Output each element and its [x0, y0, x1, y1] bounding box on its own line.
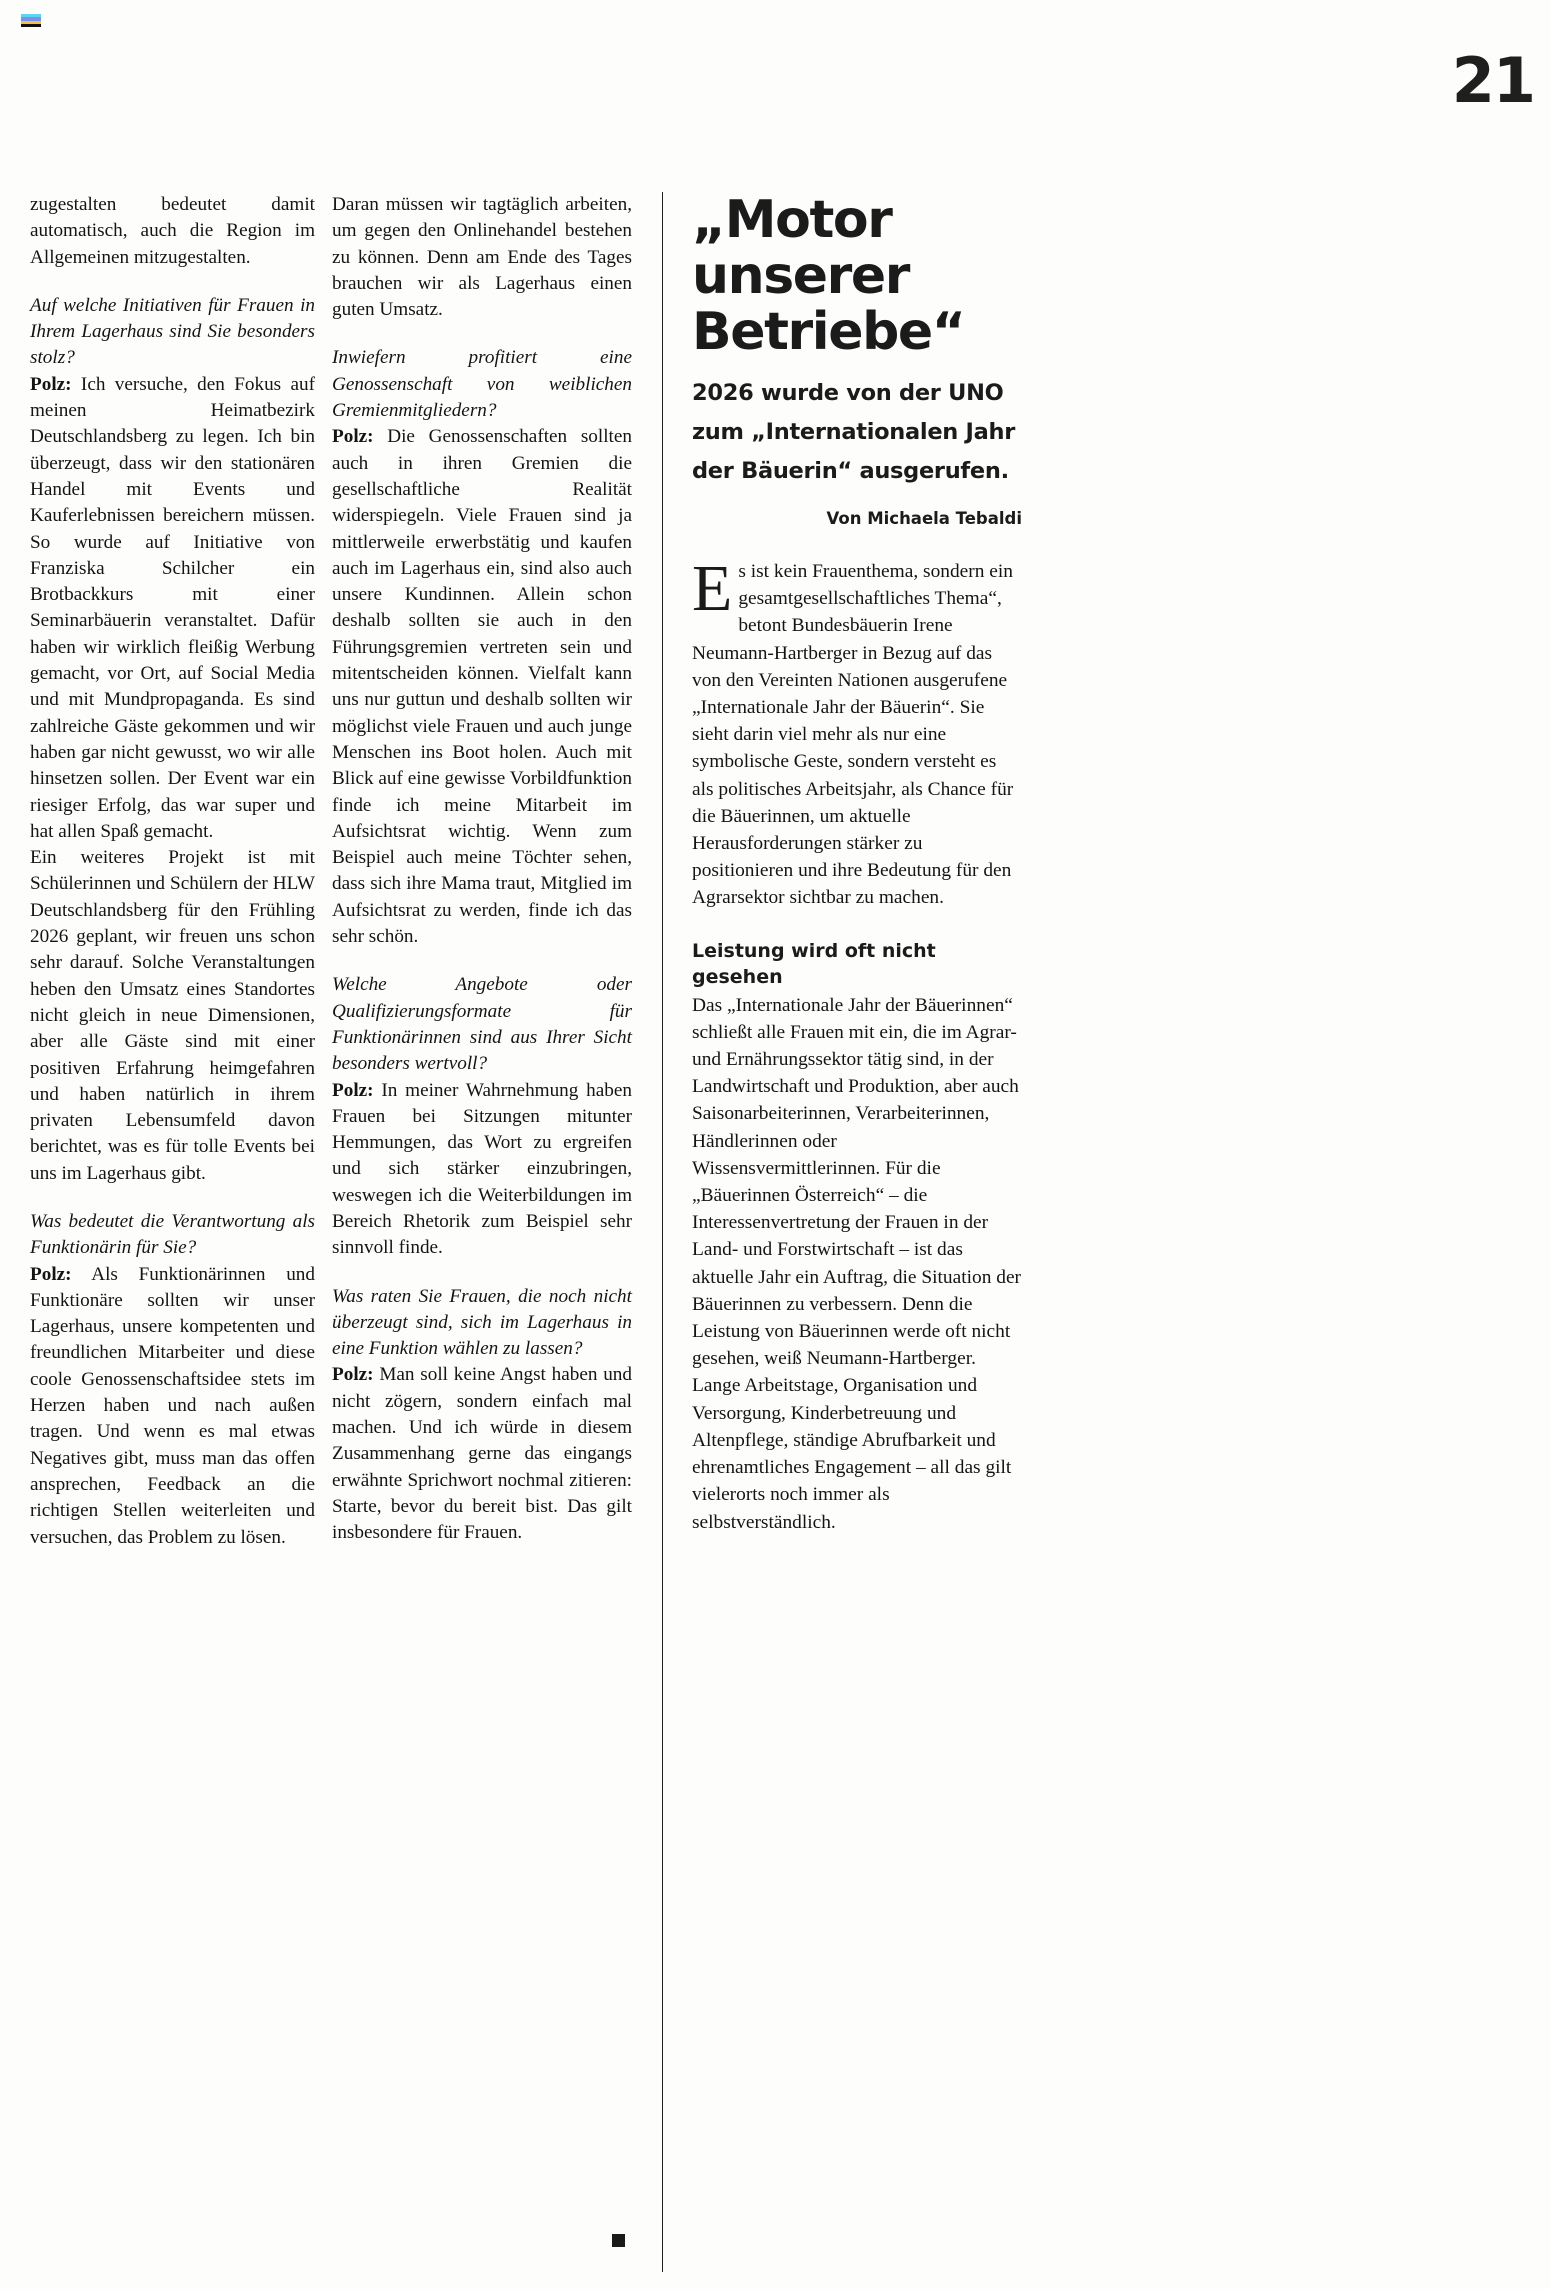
paragraph-continued: Daran müssen wir tagtäglich arbeiten, um gegen den Onlinehandel bestehen zu können. Denn am Ende des Tages brauchen wir als Lagerhaus einen guten Umsatz. [332, 194, 632, 321]
feature-byline: Von Michaela Tebaldi [826, 509, 1022, 528]
interview-question: Auf welche Initiativen für Frauen in Ihrem Lagerhaus sind Sie besonders stolz? [30, 294, 315, 369]
interview-column-2 [332, 192, 632, 1547]
interview-question: Inwiefern profitiert eine Genossenschaft von weiblichen Gremienmitgliedern? [332, 347, 632, 422]
feature-body-paragraph: Das „Internationale Jahr der Bäuerinnen“ schließt alle Frauen mit ein, die im Agrar- und Ernährungssektor tätig sind, in der Landwirtschaft und Produktion, aber auch Saisonarbeiterinnen, Verarbeiterinnen, Händlerinnen oder Wissensvermittlerinnen. Für die „Bäuerinnen Österreich“ – die Interessenvertretung der Frauen in der Land- und Forstwirtschaft – ist das aktuelle Jahr ein Auftrag, die Situation der Bäuerinnen zu verbessern. Denn die Leistung von Bäuerinnen werde oft nicht gesehen, weiß Neumann-Hartberger. Lange Arbeitstage, Organisation und Versorgung, Kinderbetreuung und Altenpflege, ständige Abrufbarkeit und ehrenamtliches Engagement – all das gilt vielerorts noch immer als selbstverständlich. [692, 994, 1022, 1533]
answer-text: Die Genossenschaften sollten auch in ihren Gremien die gesellschaftliche Realität widerspiegeln. Viele Frauen sind ja mittlerweile erwerbstätig und kaufen auch im Lagerhaus ein, sind also auch unsere Kundinnen. Allein schon deshalb sollten sie auch in den Führungsgremien vertreten sein und mitentscheiden können. Vielfalt kann uns nur guttun und deshalb sollten wir möglichst viele Frauen und auch junge Menschen ins Boot holen. Auch mit Blick auf eine gewisse Vorbildfunktion finde ich meine Mitarbeit im Aufsichtsrat wichtig. Wenn zum Beispiel auch meine Töchter sehen, dass sich ihre Mama traut, Mitglied im Aufsichtsrat zu werden, finde ich das sehr schön. [332, 426, 632, 948]
page-number: 21 [1451, 44, 1534, 117]
interview-column-1 [30, 192, 315, 1551]
feature-article [692, 192, 1022, 1536]
speaker-label: Polz: [332, 426, 374, 448]
feature-subheading: Leistung wird oft nicht gesehen [692, 939, 936, 988]
answer-text: Als Funktionärinnen und Funktionäre sollten wir unser Lagerhaus, unsere kompetenten und freundlichen Mitarbeiter und diese coole Genossenschaftsidee stets im Herzen haben und nach außen tragen. Und wenn es mal etwas Negatives gibt, muss man das offen ansprechen, Feedback an die richtigen Stellen weiterleiten und versuchen, das Problem zu lösen. [30, 1263, 315, 1548]
paragraph-continued: zugestalten bedeutet damit automatisch, auch die Region im Allgemeinen mitzugestalten. [30, 194, 315, 268]
answer-text: Man soll keine Angst haben und nicht zögern, sondern einfach mal machen. Und ich würde in diesem Zusammenhang gerne das eingangs erwähnte Sprichwort nochmal zitieren: Starte, bevor du bereit bist. Das gilt insbesondere für Frauen. [332, 1364, 632, 1544]
interview-answer-continued: Ein weiteres Projekt ist mit Schülerinnen und Schülern der HLW Deutschlandsberg für den Frühling 2026 geplant, wir freuen uns schon sehr darauf. Solche Veranstaltungen heben den Umsatz eines Standortes nicht gleich in neue Dimensionen, aber alle Gäste sind mit einer positiven Erfahrung heimgefahren und haben natürlich in ihrem privaten Lebensumfeld davon berichtet, was es für tolle Events bei uns im Lagerhaus gibt. [30, 847, 315, 1184]
interview-answer [332, 1362, 632, 1546]
speaker-label: Polz: [30, 373, 72, 395]
interview-answer [332, 424, 632, 950]
speaker-label: Polz: [332, 1364, 374, 1386]
interview-question: Was raten Sie Frauen, die noch nicht überzeugt sind, sich im Lagerhaus in eine Funktion wählen zu lassen? [332, 1285, 632, 1360]
interview-question: Was bedeutet die Verantwortung als Funktionärin für Sie? [30, 1210, 315, 1259]
speaker-label: Polz: [30, 1263, 72, 1285]
end-of-article-marker [612, 2234, 625, 2247]
feature-headline [692, 192, 1022, 360]
feature-standfirst: 2026 wurde von der UNO zum „Internationalen Jahr der Bäuerin“ ausgerufen. [692, 380, 1016, 484]
headline-line-1: „Motor [692, 190, 892, 250]
feature-lead-paragraph: Es ist kein Frauenthema, sondern ein gesamtgesellschaftliches Thema“, betont Bundesbäuerin Irene Neumann-Hartberger in Bezug auf das von den Vereinten Nationen ausgerufene „Internationale Jahr der Bäuerin“. Sie sieht darin viel mehr als nur eine symbolische Geste, sondern versteht es als politisches Arbeitsjahr, als Chance für die Bäuerinnen, um aktuelle Herausforderungen stärker zu positionieren und ihre Bedeutung für den Agrarsektor sichtbar zu machen. [692, 552, 1014, 909]
headline-line-3: Betriebe“ [692, 302, 965, 362]
interview-answer [332, 1078, 632, 1262]
answer-text: Ich versuche, den Fokus auf meinen Heimatbezirk Deutschlandsberg zu legen. Ich bin überzeugt, dass wir den stationären Handel mit Events und Kauferlebnissen bereichern müssen. So wurde auf Initiative von Franziska Schilcher ein Brotbackkurs mit einer Seminarbäuerin veranstaltet. Dafür haben wir wirklich fleißig Werbung gemacht, vor Ort, auf Social Media und mit Mundpropaganda. Es sind zahlreiche Gäste gekommen und wir haben gar nicht gewusst, wo wir alle hinsetzen sollen. Der Event war ein riesiger Erfolg, das war super und hat allen Spaß gemacht. [30, 373, 315, 842]
interview-answer [30, 372, 315, 845]
speaker-label: Polz: [332, 1079, 374, 1101]
answer-text: In meiner Wahrnehmung haben Frauen bei Sitzungen mitunter Hemmungen, das Wort zu ergreifen und sich stärker einzubringen, weswegen ich die Weiterbildungen im Bereich Rhetorik zum Beispiel sehr sinnvoll finde. [332, 1079, 632, 1259]
interview-answer [30, 1262, 315, 1551]
interview-question: Welche Angebote oder Qualifizierungsformate für Funktionärinnen sind aus Ihrer Sicht besonders wertvoll? [332, 974, 632, 1075]
color-registration-mark [21, 14, 41, 27]
headline-line-2: unserer [692, 246, 910, 306]
